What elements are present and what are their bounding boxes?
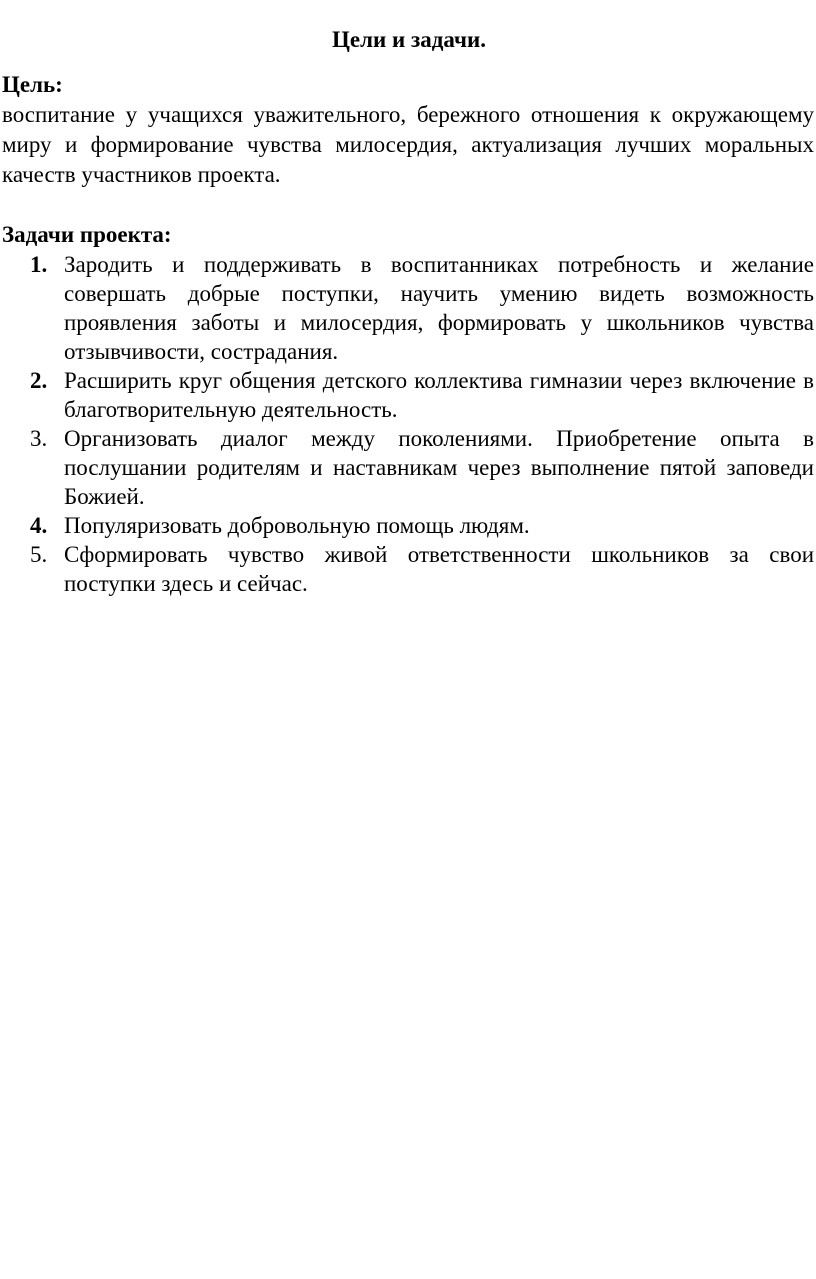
task-number: 2. xyxy=(30,368,48,393)
task-number: 4. xyxy=(30,513,48,538)
task-number: 1. xyxy=(30,252,48,277)
task-number: 5. xyxy=(30,542,48,567)
task-text: Сформировать чувство живой ответственности школьников за свои поступки здесь и сейчас. xyxy=(64,542,814,596)
tasks-heading: Задачи проекта: xyxy=(2,222,172,247)
task-number: 3. xyxy=(30,426,48,451)
task-text: Организовать диалог между поколениями. Приобретение опыта в послушании родителям и наставникам через выполнение пятой заповеди Божией. xyxy=(64,426,814,509)
task-item-5 xyxy=(2,540,814,598)
task-item-1 xyxy=(2,250,814,366)
task-list xyxy=(2,250,816,598)
document-title: Цели и задачи. xyxy=(332,27,486,52)
task-item-2 xyxy=(2,366,814,424)
task-item-3 xyxy=(2,424,814,511)
goal-heading: Цель: xyxy=(2,72,63,97)
task-item-4 xyxy=(2,511,814,540)
task-text: Расширить круг общения детского коллектива гимназии через включение в благотворительную деятельность. xyxy=(64,368,814,422)
goal-text: воспитание у учащихся уважительного, бережного отношения к окружающему миру и формирование чувства милосердия, актуализация лучших моральных качеств участников проекта. xyxy=(2,102,814,187)
task-text: Популяризовать добровольную помощь людям. xyxy=(64,513,530,538)
task-text: Зародить и поддерживать в воспитанниках потребность и желание совершать добрые поступки, научить умению видеть возможность проявления заботы и милосердия, формировать у школьников чувства отзывчивости, сострадания. xyxy=(64,252,814,364)
